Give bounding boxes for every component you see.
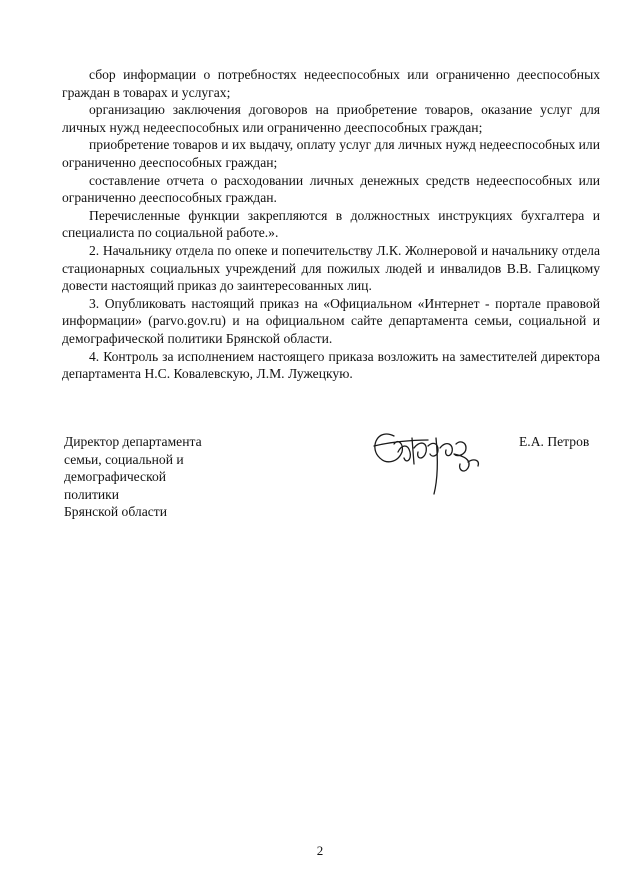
page-number: 2 — [316, 843, 324, 858]
paragraph-info-collection: сбор информации о потребностях недееспособных или ограниченно дееспособных граждан в товарах и услугах; — [62, 67, 600, 100]
paragraph-expense-report: составление отчета о расходовании личных денежных средств недееспособных или ограниченно дееспособных граждан. — [62, 172, 600, 206]
order-body-text — [62, 66, 600, 383]
signatory-name: Е.А. Петров — [519, 434, 590, 449]
signatory-title-line: Директор департамента — [64, 434, 202, 449]
paragraph-purchase-and-payment: приобретение товаров и их выдачу, оплату услуг для личных нужд недееспособных или ограниченно дееспособных граждан; — [62, 137, 600, 170]
paragraph-job-duties: Перечисленные функции закрепляются в должностных инструкциях бухгалтера и специалиста по социальной работе.». — [62, 207, 600, 241]
paragraph-item-4: 4. Контроль за исполнением настоящего приказа возложить на заместителей директора департамента Н.С. Ковалевскую, Л.М. Лужецкую. — [62, 348, 600, 382]
signatory-title-line: политики — [64, 486, 120, 502]
signatory-title-line: демографической — [64, 469, 167, 485]
paragraph-item-3: 3. Опубликовать настоящий приказ на «Официальном «Интернет - портале правовой информации» (parvo.gov.ru) и на официальном сайте департамента семьи, социальной и демографической политики Брянской области. — [62, 295, 600, 346]
signatory-title-line: семьи, социальной и — [64, 451, 184, 467]
signatory-title-line: Брянской области — [64, 504, 167, 520]
handwritten-signature — [368, 418, 498, 498]
paragraph-contract-organization: организацию заключения договоров на приобретение товаров, оказание услуг для личных нужд недееспособных или ограниченно дееспособных граждан; — [62, 102, 600, 135]
signatory-title — [64, 433, 264, 521]
paragraph-item-2: 2. Начальнику отдела по опеке и попечительству Л.К. Жолнеровой и начальнику отдела стационарных социальных учреждений для пожилых людей и инвалидов В.В. Галицкому довести настоящий приказ до заинтересованных лиц. — [62, 242, 600, 294]
